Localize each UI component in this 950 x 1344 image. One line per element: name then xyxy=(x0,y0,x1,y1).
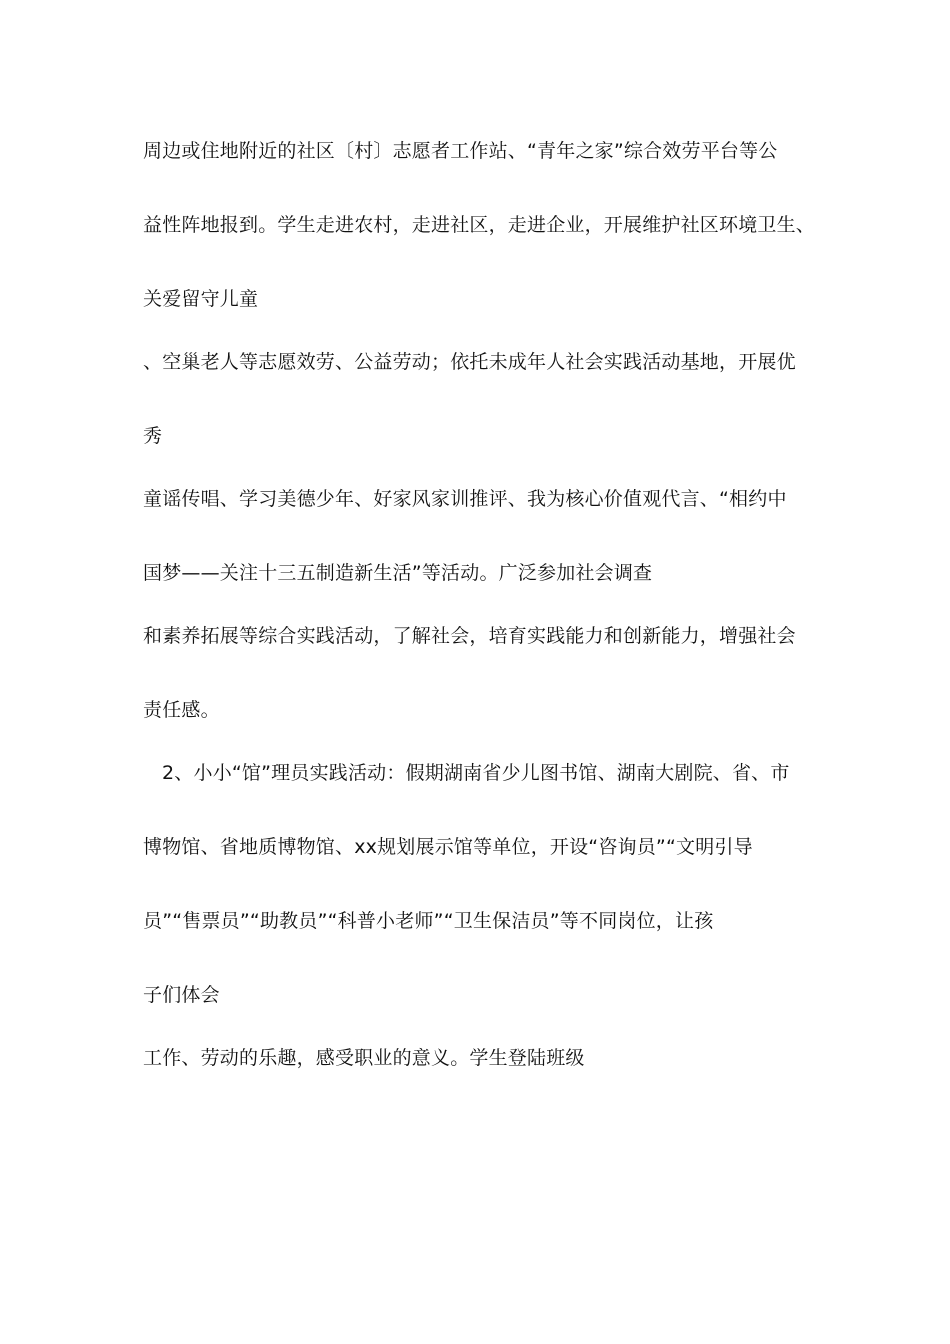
text-line-9: 责任感。 xyxy=(143,699,220,721)
text-line-6: 童谣传唱、学习美德少年、好家风家训推评、我为核心价值观代言、“相约中 xyxy=(143,488,787,510)
text-line-7: 国梦——关注十三五制造新生活”等活动。广泛参加社会调查 xyxy=(143,562,653,584)
text-line-13: 子们体会 xyxy=(143,984,220,1006)
text-line-11: 博物馆、省地质博物馆、xx规划展示馆等单位，开设“咨询员”“文明引导 xyxy=(143,836,753,858)
text-line-12: 员”“售票员”“助教员”“科普小老师”“卫生保洁员”等不同岗位，让孩 xyxy=(143,910,714,932)
text-line-8: 和素养拓展等综合实践活动，了解社会，培育实践能力和创新能力，增强社会 xyxy=(143,625,796,647)
text-line-4: 、空巢老人等志愿效劳、公益劳动；依托未成年人社会实践活动基地，开展优 xyxy=(143,351,796,373)
text-line-10: 2、小小“馆”理员实践活动：假期湖南省少儿图书馆、湖南大剧院、省、市 xyxy=(162,762,790,784)
text-line-5: 秀 xyxy=(143,425,163,447)
text-line-14: 工作、劳动的乐趣，感受职业的意义。学生登陆班级 xyxy=(143,1047,585,1069)
text-line-1: 周边或住地附近的社区〔村〕志愿者工作站、“青年之家”综合效劳平台等公 xyxy=(143,140,778,162)
text-line-3: 关爱留守儿童 xyxy=(143,288,259,310)
text-line-2: 益性阵地报到。学生走进农村，走进社区，走进企业，开展维护社区环境卫生、 xyxy=(143,214,816,236)
